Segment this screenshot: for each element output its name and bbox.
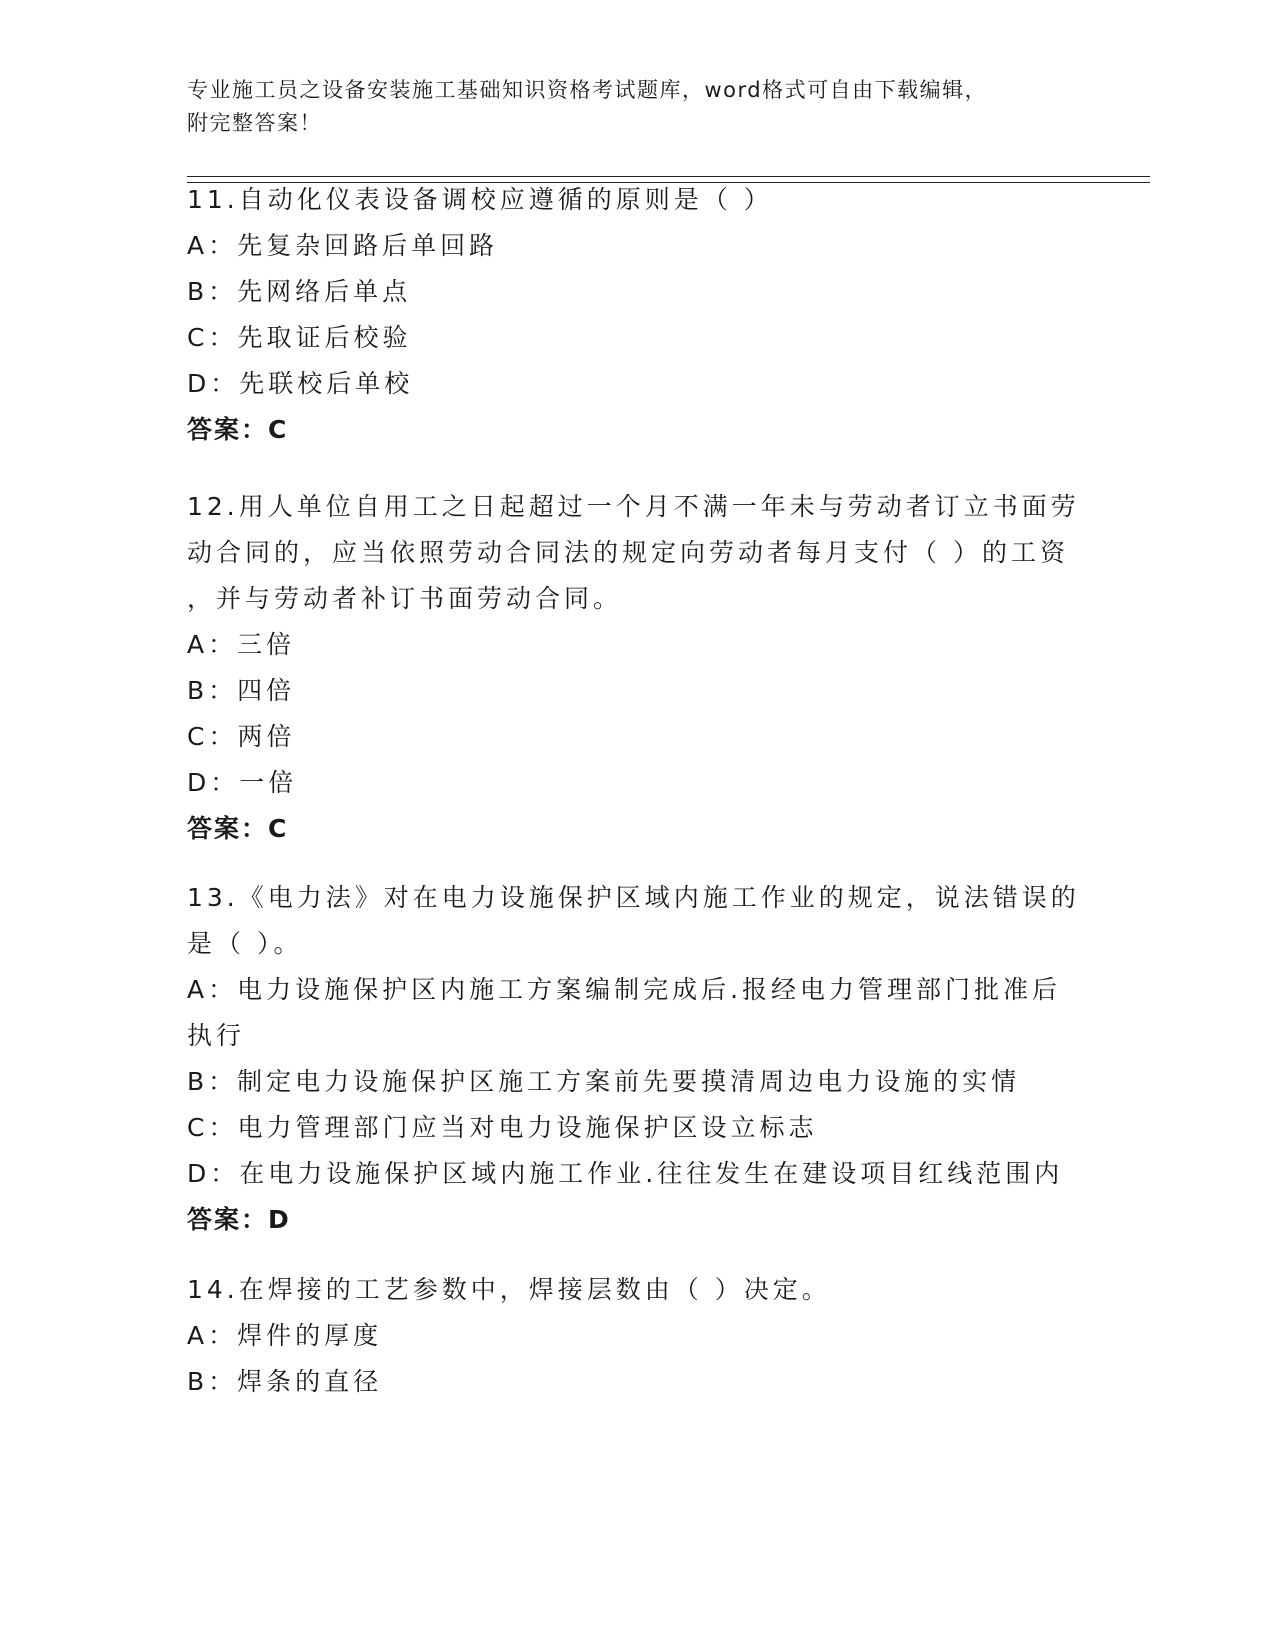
option-a: A：先复杂回路后单回路 [187, 231, 499, 260]
option-d: D：先联校后单校 [187, 369, 414, 398]
header-line-2: 附完整答案！ [187, 111, 322, 135]
option-b: B：焊条的直径 [187, 1367, 383, 1396]
question-stem: ，并与劳动者补订书面劳动合同。 [187, 584, 623, 613]
question-stem: 13.《电力法》对在电力设施保护区域内施工作业的规定，说法错误的 [187, 883, 1080, 912]
question-12 [187, 484, 1087, 852]
document-header [187, 74, 1087, 140]
question-stem: 是（ ）。 [187, 929, 303, 958]
option-b: B：四倍 [187, 676, 296, 705]
option-c: C：先取证后校验 [187, 323, 412, 352]
option-c: C：电力管理部门应当对电力设施保护区设立标志 [187, 1113, 818, 1142]
option-b: B：制定电力设施保护区施工方案前先要摸清周边电力设施的实情 [187, 1067, 1021, 1096]
question-stem: 动合同的，应当依照劳动合同法的规定向劳动者每月支付（ ）的工资 [187, 538, 1069, 567]
option-a-continued: 执行 [187, 1021, 246, 1050]
option-a: A：焊件的厚度 [187, 1321, 383, 1350]
option-a: A：三倍 [187, 630, 296, 659]
option-c: C：两倍 [187, 722, 296, 751]
answer: 答案：C [187, 814, 289, 843]
question-13 [187, 875, 1087, 1243]
question-11 [187, 177, 1087, 453]
answer: 答案：C [187, 415, 289, 444]
header-line-1: 专业施工员之设备安装施工基础知识资格考试题库，word格式可自由下载编辑， [187, 78, 988, 102]
option-b: B：先网络后单点 [187, 277, 412, 306]
question-stem: 14.在焊接的工艺参数中，焊接层数由（ ）决定。 [187, 1275, 831, 1304]
option-d: D：在电力设施保护区域内施工作业.往往发生在建设项目红线范围内 [187, 1159, 1064, 1188]
question-stem: 11.自动化仪表设备调校应遵循的原则是（ ） [187, 185, 773, 214]
question-stem: 12.用人单位自用工之日起超过一个月不满一年未与劳动者订立书面劳 [187, 492, 1080, 521]
option-d: D：一倍 [187, 768, 298, 797]
answer: 答案：D [187, 1205, 291, 1234]
question-14 [187, 1267, 1087, 1405]
option-a: A：电力设施保护区内施工方案编制完成后.报经电力管理部门批准后 [187, 975, 1062, 1004]
